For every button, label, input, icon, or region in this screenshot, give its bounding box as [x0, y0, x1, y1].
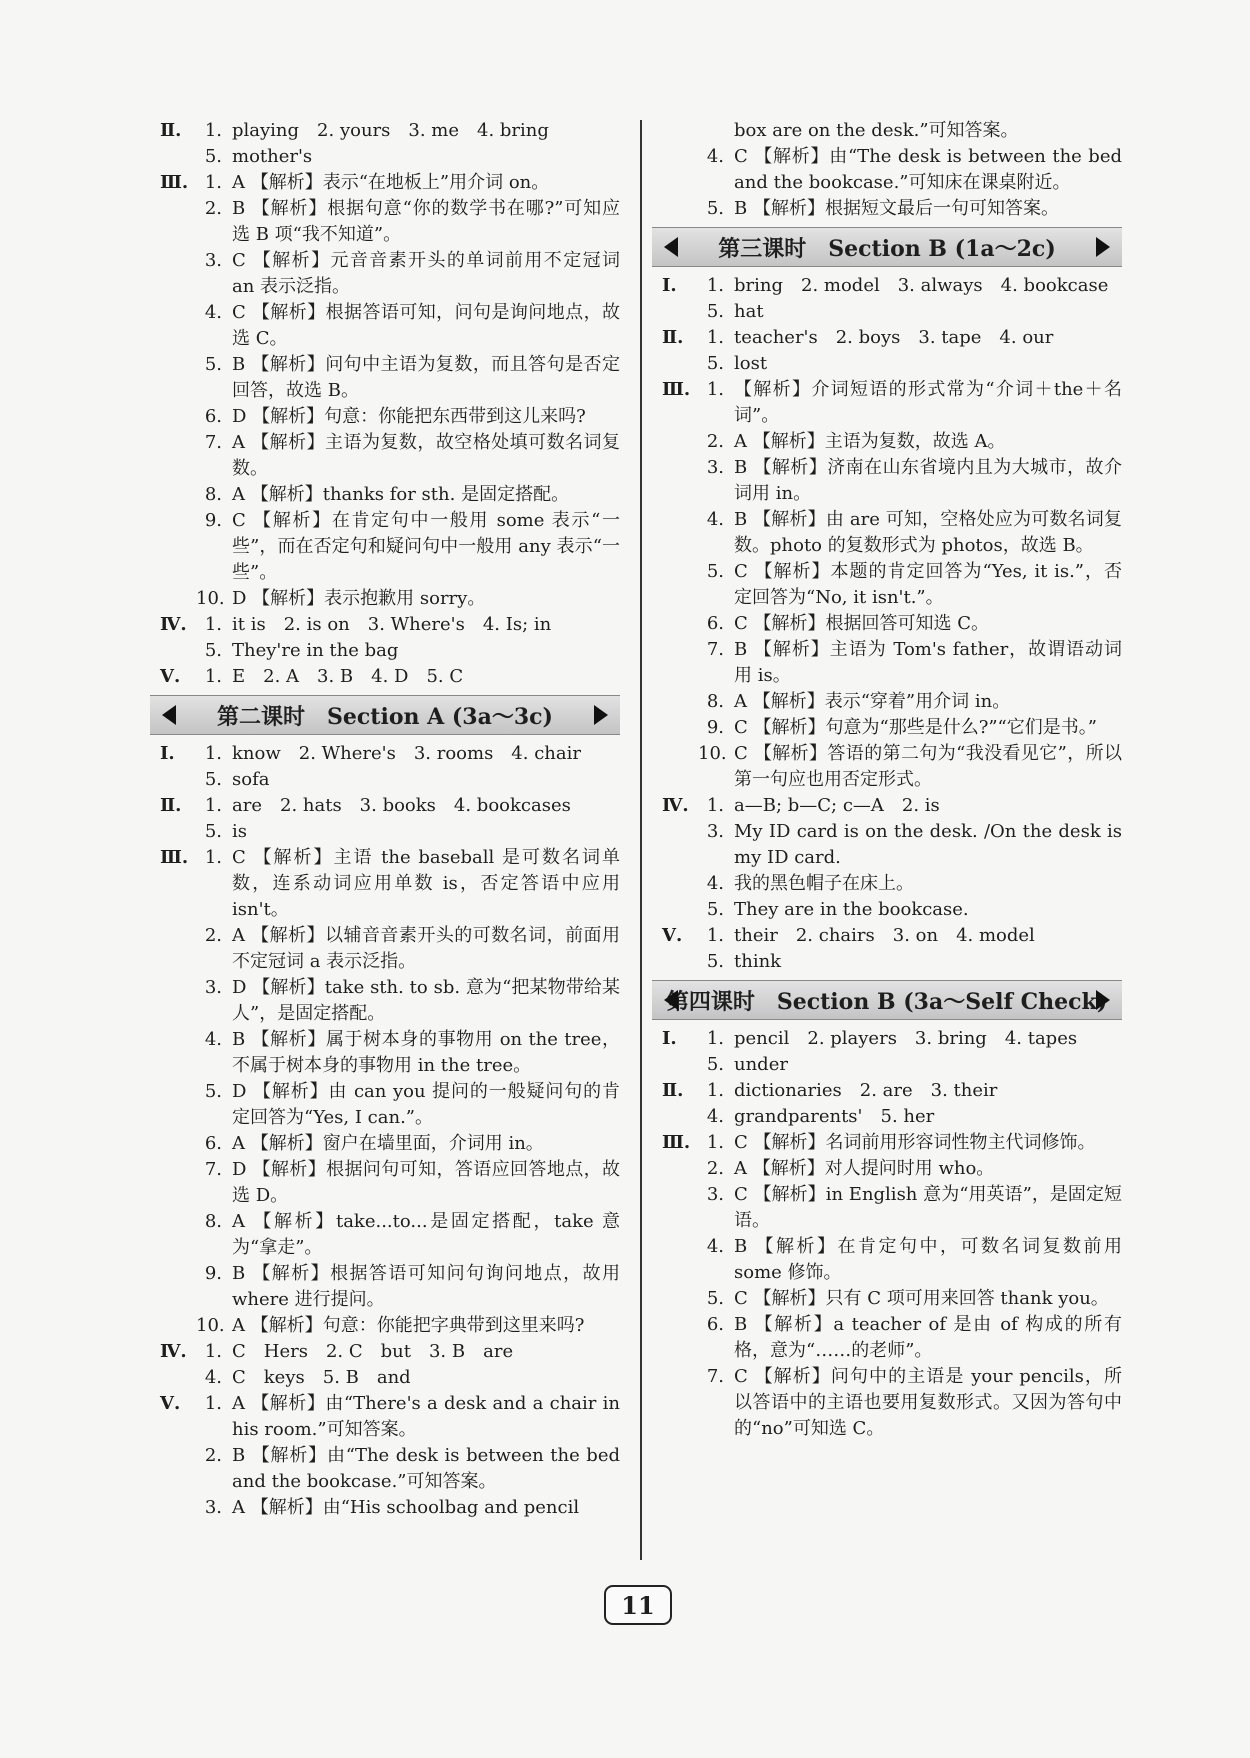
answer-text: C 【解析】答语的第二句为“我没看见它”，所以第一句应也用否定形式。 — [734, 743, 1122, 790]
part-marker: Ⅲ. — [160, 847, 189, 868]
answer-entry — [160, 196, 620, 248]
answer-entry — [662, 819, 1122, 871]
answer-entry — [160, 586, 620, 612]
answer-entry — [662, 429, 1122, 455]
answer-entry — [160, 1157, 620, 1209]
answer-text: mother's — [232, 146, 313, 167]
answer-entry — [160, 845, 620, 923]
answer-text: C 【解析】在肯定句中一般用 some 表示“一些”，而在否定句和疑问句中一般用 any 表示“一些”。 — [232, 510, 620, 583]
answer-entry — [160, 404, 620, 430]
item-number: 10. — [196, 1315, 225, 1336]
section-title: 第二课时 Section A (3a～3c) — [217, 703, 553, 730]
item-number: 8. — [204, 484, 222, 505]
answer-entry — [662, 1156, 1122, 1182]
item-number: 1. — [706, 379, 724, 400]
answer-entry — [662, 455, 1122, 507]
item-number: 4. — [204, 1367, 222, 1388]
answer-text: D 【解析】句意：你能把东西带到这儿来吗? — [232, 406, 586, 427]
answer-text: pencil 2. players 3. bring 4. tapes — [734, 1028, 1078, 1049]
answer-text: C 【解析】名词前用形容词性物主代词修饰。 — [734, 1132, 1096, 1153]
answer-entry — [160, 170, 620, 196]
item-number: 8. — [706, 691, 724, 712]
answer-text: C 【解析】只有 C 项可用来回答 thank you。 — [734, 1288, 1109, 1309]
part-marker: Ⅱ. — [662, 327, 684, 348]
item-number: 6. — [204, 1133, 222, 1154]
answer-entry — [662, 715, 1122, 741]
item-number: 1. — [204, 743, 222, 764]
item-number: 2. — [204, 198, 222, 219]
item-number: 1. — [706, 327, 724, 348]
part-marker: Ⅲ. — [662, 379, 691, 400]
item-number: 8. — [204, 1211, 222, 1232]
answer-text: sofa — [232, 769, 270, 790]
answer-entry — [662, 559, 1122, 611]
answer-entry — [662, 1078, 1122, 1104]
answer-text: D 【解析】由 can you 提问的一般疑问句的肯定回答为“Yes, I can.”。 — [232, 1081, 620, 1128]
answer-text: B 【解析】主语为 Tom's father，故谓语动词用 is。 — [734, 639, 1122, 686]
answer-entry — [160, 1209, 620, 1261]
answer-entry — [662, 741, 1122, 793]
answer-entry — [662, 897, 1122, 923]
answer-text: B 【解析】根据答语可知问句询问地点，故用 where 进行提问。 — [232, 1263, 620, 1310]
answer-text: a—B; b—C; c—A 2. is — [734, 795, 940, 816]
answer-entry — [662, 118, 1122, 144]
answer-text: know 2. Where's 3. rooms 4. chair — [232, 743, 581, 764]
answer-text: B 【解析】属于树本身的事物用 on the tree，不属于树本身的事物用 in the tree。 — [232, 1029, 620, 1076]
answer-text: They are in the bookcase. — [734, 899, 969, 920]
item-number: 1. — [204, 614, 222, 635]
part-marker: Ⅴ. — [662, 925, 683, 946]
answer-entry — [662, 325, 1122, 351]
answer-entry — [160, 975, 620, 1027]
answer-text: A 【解析】表示“在地板上”用介词 on。 — [232, 172, 550, 193]
answer-text: 我的黑色帽子在床上。 — [734, 873, 914, 894]
answer-entry — [160, 508, 620, 586]
item-number: 4. — [706, 146, 724, 167]
answer-entry — [160, 793, 620, 819]
answer-text: A 【解析】由“His schoolbag and pencil — [232, 1497, 580, 1518]
item-number: 1. — [706, 1028, 724, 1049]
answer-entry — [662, 1312, 1122, 1364]
item-number: 5. — [706, 198, 724, 219]
answer-text: B 【解析】问句中主语为复数，而且答句是否定回答，故选 B。 — [232, 354, 620, 401]
answer-entry — [160, 612, 620, 638]
item-number: 4. — [706, 1236, 724, 1257]
answer-entry — [662, 1182, 1122, 1234]
answer-text: A 【解析】thanks for sth. 是固定搭配。 — [232, 484, 570, 505]
item-number: 7. — [204, 432, 222, 453]
item-number: 1. — [706, 795, 724, 816]
item-number: 9. — [204, 510, 222, 531]
item-number: 2. — [204, 925, 222, 946]
answer-text: My ID card is on the desk. /On the desk is my ID card. — [734, 821, 1122, 868]
section-title: 第四课时 Section B (3a～Self Check) — [666, 988, 1108, 1015]
item-number: 10. — [698, 743, 727, 764]
answer-text: box are on the desk.”可知答案。 — [734, 120, 1019, 141]
answer-entry — [160, 1495, 620, 1521]
answer-entry — [160, 741, 620, 767]
item-number: 6. — [706, 613, 724, 634]
item-number: 4. — [706, 509, 724, 530]
part-marker: Ⅳ. — [160, 1341, 187, 1362]
answer-entry — [662, 273, 1122, 299]
item-number: 1. — [706, 1080, 724, 1101]
item-number: 2. — [706, 431, 724, 452]
left-column — [160, 118, 620, 1521]
part-marker: Ⅲ. — [160, 172, 189, 193]
answer-text: A 【解析】窗户在墙里面，介词用 in。 — [232, 1133, 544, 1154]
item-number: 3. — [204, 977, 222, 998]
answer-text: C 【解析】由“The desk is between the bed and the bookcase.”可知床在课桌附近。 — [734, 146, 1122, 193]
section-title: 第三课时 Section B (1a～2c) — [718, 235, 1056, 262]
answer-entry — [160, 638, 620, 664]
item-number: 4. — [706, 1106, 724, 1127]
answer-text: is — [232, 821, 247, 842]
answer-text: B 【解析】在肯定句中，可数名词复数前用 some 修饰。 — [734, 1236, 1122, 1283]
answer-entry — [160, 430, 620, 482]
item-number: 1. — [204, 1393, 222, 1414]
answer-entry — [160, 1079, 620, 1131]
answer-text: lost — [734, 353, 768, 374]
item-number: 10. — [196, 588, 225, 609]
item-number: 6. — [706, 1314, 724, 1335]
answer-entry — [662, 299, 1122, 325]
item-number: 2. — [706, 1158, 724, 1179]
part-marker: Ⅴ. — [160, 1393, 181, 1414]
triangle-left-icon — [664, 990, 678, 1010]
answer-entry — [160, 352, 620, 404]
part-marker: Ⅰ. — [662, 275, 677, 296]
item-number: 5. — [204, 640, 222, 661]
answer-text: D 【解析】表示抱歉用 sorry。 — [232, 588, 486, 609]
triangle-right-icon — [1096, 237, 1110, 257]
answer-text: A 【解析】主语为复数，故空格处填可数名词复数。 — [232, 432, 620, 479]
item-number: 7. — [706, 639, 724, 660]
section-banner — [652, 980, 1122, 1020]
answer-entry — [662, 689, 1122, 715]
answer-entry — [160, 144, 620, 170]
item-number: 5. — [204, 1081, 222, 1102]
part-marker: Ⅱ. — [160, 795, 182, 816]
answer-text: grandparents' 5. her — [734, 1106, 935, 1127]
answer-entry — [662, 1234, 1122, 1286]
answer-entry — [160, 300, 620, 352]
part-marker: Ⅰ. — [662, 1028, 677, 1049]
answer-text: A 【解析】以辅音音素开头的可数名词，前面用不定冠词 a 表示泛指。 — [232, 925, 620, 972]
answer-text: E 2. A 3. B 4. D 5. C — [232, 666, 464, 687]
answer-entry — [662, 351, 1122, 377]
section-banner — [652, 227, 1122, 267]
item-number: 9. — [706, 717, 724, 738]
part-marker: Ⅴ. — [160, 666, 181, 687]
item-number: 5. — [706, 301, 724, 322]
item-number: 3. — [204, 1497, 222, 1518]
answer-entry — [662, 1104, 1122, 1130]
answer-entry — [662, 507, 1122, 559]
answer-text: A 【解析】主语为复数，故选 A。 — [734, 431, 1006, 452]
item-number: 4. — [204, 1029, 222, 1050]
answer-entry — [160, 1313, 620, 1339]
answer-entry — [662, 871, 1122, 897]
answer-entry — [160, 1391, 620, 1443]
answer-text: B 【解析】根据短文最后一句可知答案。 — [734, 198, 1059, 219]
answer-text: C 【解析】in English 意为“用英语”，是固定短语。 — [734, 1184, 1122, 1231]
item-number: 7. — [706, 1366, 724, 1387]
item-number: 1. — [204, 666, 222, 687]
answer-entry — [160, 923, 620, 975]
answer-entry — [160, 1365, 620, 1391]
item-number: 5. — [706, 951, 724, 972]
answer-text: D 【解析】根据问句可知，答语应回答地点，故选 D。 — [232, 1159, 620, 1206]
answer-entry — [662, 637, 1122, 689]
triangle-left-icon — [664, 237, 678, 257]
item-number: 1. — [706, 925, 724, 946]
part-marker: Ⅲ. — [662, 1132, 691, 1153]
page-number: 11 — [604, 1585, 672, 1625]
item-number: 3. — [204, 250, 222, 271]
answer-text: teacher's 2. boys 3. tape 4. our — [734, 327, 1054, 348]
answer-text: C 【解析】根据回答可知选 C。 — [734, 613, 989, 634]
answer-text: hat — [734, 301, 764, 322]
answer-entry — [160, 767, 620, 793]
answer-text: dictionaries 2. are 3. their — [734, 1080, 998, 1101]
item-number: 3. — [706, 821, 724, 842]
answer-text: C 【解析】句意为“那些是什么?”“它们是书。” — [734, 717, 1097, 738]
answer-entry — [662, 1130, 1122, 1156]
answer-text: B 【解析】由 are 可知，空格处应为可数名词复数。photo 的复数形式为 photos，故选 B。 — [734, 509, 1122, 556]
answer-text: A 【解析】表示“穿着”用介词 in。 — [734, 691, 1011, 712]
answer-text: B 【解析】根据句意“你的数学书在哪?”可知应选 B 项“我不知道”。 — [232, 198, 620, 245]
item-number: 5. — [204, 769, 222, 790]
answer-entry — [662, 949, 1122, 975]
item-number: 5. — [706, 353, 724, 374]
part-marker: Ⅱ. — [662, 1080, 684, 1101]
answer-text: They're in the bag — [232, 640, 399, 661]
answer-entry — [160, 1131, 620, 1157]
answer-entry — [160, 1261, 620, 1313]
answer-text: are 2. hats 3. books 4. bookcases — [232, 795, 571, 816]
answer-text: B 【解析】a teacher of 是由 of 构成的所有格，意为“……的老师”。 — [734, 1314, 1122, 1361]
answer-text: A 【解析】对人提问时用 who。 — [734, 1158, 995, 1179]
answer-text: bring 2. model 3. always 4. bookcase — [734, 275, 1109, 296]
item-number: 1. — [706, 275, 724, 296]
item-number: 1. — [706, 1132, 724, 1153]
item-number: 5. — [706, 899, 724, 920]
answer-entry — [160, 1443, 620, 1495]
item-number: 6. — [204, 406, 222, 427]
answer-text: think — [734, 951, 782, 972]
column-divider — [640, 120, 642, 1560]
item-number: 1. — [204, 795, 222, 816]
answer-entry — [662, 1026, 1122, 1052]
answer-text: their 2. chairs 3. on 4. model — [734, 925, 1035, 946]
answer-entry — [662, 1364, 1122, 1442]
item-number: 5. — [204, 146, 222, 167]
answer-entry — [662, 611, 1122, 637]
answer-text: C 【解析】根据答语可知，问句是询问地点，故选 C。 — [232, 302, 620, 349]
item-number: 4. — [204, 302, 222, 323]
item-number: 7. — [204, 1159, 222, 1180]
answer-text: playing 2. yours 3. me 4. bring — [232, 120, 549, 141]
section-banner — [150, 695, 620, 735]
answer-entry — [662, 1052, 1122, 1078]
answer-entry — [662, 196, 1122, 222]
answer-text: B 【解析】由“The desk is between the bed and the bookcase.”可知答案。 — [232, 1445, 620, 1492]
answer-text: under — [734, 1054, 788, 1075]
item-number: 5. — [204, 821, 222, 842]
answer-entry — [160, 819, 620, 845]
answer-entry — [160, 482, 620, 508]
answer-entry — [662, 377, 1122, 429]
item-number: 1. — [204, 847, 222, 868]
item-number: 3. — [706, 1184, 724, 1205]
item-number: 9. — [204, 1263, 222, 1284]
answer-text: C 【解析】问句中的主语是 your pencils，所以答语中的主语也要用复数形式。又因为答句中的“no”可知选 C。 — [734, 1366, 1122, 1439]
answer-entry — [160, 664, 620, 690]
answer-text: C keys 5. B and — [232, 1367, 411, 1388]
answer-entry — [160, 1339, 620, 1365]
answer-text: C 【解析】本题的肯定回答为“Yes, it is.”，否定回答为“No, it isn't.”。 — [734, 561, 1122, 608]
item-number: 5. — [706, 1288, 724, 1309]
part-marker: Ⅳ. — [662, 795, 689, 816]
item-number: 2. — [204, 1445, 222, 1466]
item-number: 5. — [706, 1054, 724, 1075]
item-number: 3. — [706, 457, 724, 478]
item-number: 5. — [204, 354, 222, 375]
answer-text: A 【解析】句意：你能把字典带到这里来吗? — [232, 1315, 585, 1336]
answer-entry — [160, 1027, 620, 1079]
answer-entry — [662, 144, 1122, 196]
part-marker: Ⅳ. — [160, 614, 187, 635]
triangle-left-icon — [162, 705, 176, 725]
answer-text: B 【解析】济南在山东省境内且为大城市，故介词用 in。 — [734, 457, 1122, 504]
answer-text: A 【解析】take...to...是固定搭配，take 意为“拿走”。 — [232, 1211, 620, 1258]
answer-text: C 【解析】主语 the baseball 是可数名词单数，连系动词应用单数 is，否定答语中应用 isn't。 — [232, 847, 620, 920]
item-number: 4. — [706, 873, 724, 894]
item-number: 1. — [204, 120, 222, 141]
triangle-right-icon — [1096, 990, 1110, 1010]
answer-text: C Hers 2. C but 3. B are — [232, 1341, 514, 1362]
answer-text: D 【解析】take sth. to sb. 意为“把某物带给某人”，是固定搭配。 — [232, 977, 620, 1024]
answer-entry — [662, 1286, 1122, 1312]
item-number: 1. — [204, 1341, 222, 1362]
answer-text: A 【解析】由“There's a desk and a chair in his room.”可知答案。 — [232, 1393, 620, 1440]
answer-entry — [160, 118, 620, 144]
part-marker: Ⅱ. — [160, 120, 182, 141]
answer-text: it is 2. is on 3. Where's 4. Is; in — [232, 614, 552, 635]
answer-text: 【解析】介词短语的形式常为“介词＋the＋名词”。 — [734, 379, 1122, 426]
answer-entry — [662, 793, 1122, 819]
item-number: 5. — [706, 561, 724, 582]
answer-entry — [160, 248, 620, 300]
right-column — [662, 118, 1122, 1442]
answer-entry — [662, 923, 1122, 949]
triangle-right-icon — [594, 705, 608, 725]
answer-text: C 【解析】元音音素开头的单词前用不定冠词 an 表示泛指。 — [232, 250, 620, 297]
part-marker: Ⅰ. — [160, 743, 175, 764]
item-number: 1. — [204, 172, 222, 193]
